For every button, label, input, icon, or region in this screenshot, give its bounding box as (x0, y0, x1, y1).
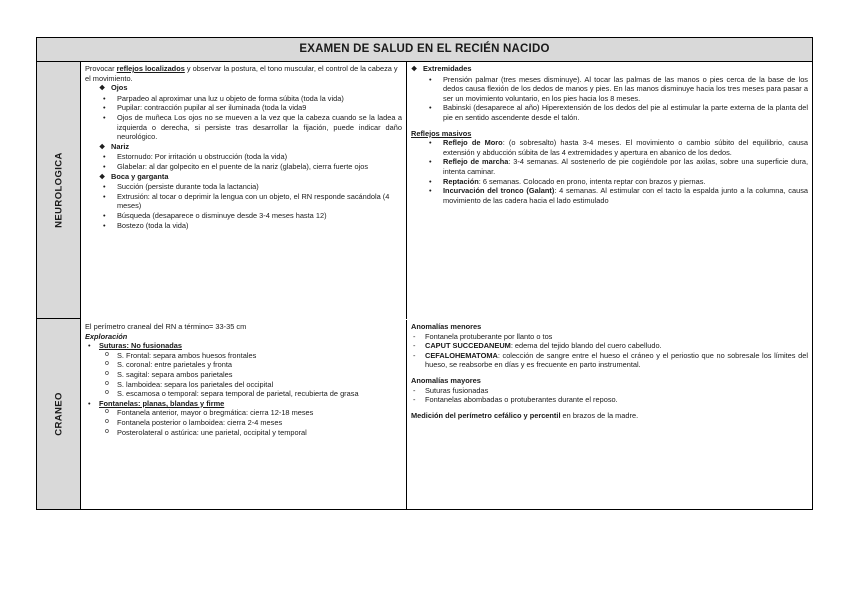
table-title: EXAMEN DE SALUD EN EL RECIÉN NACIDO (37, 38, 812, 62)
list-item: • Ojos de muñeca Los ojos no se mueven a la vez que la cabeza cuando se la ladea a izquierda o derecha, si persiste tras desarrollar la fijación, puede indicar daño neurológico. (85, 113, 402, 142)
list-item: • Glabelar: al dar golpecito en el puente de la nariz (glabela), cierra fuerte ojos (85, 162, 402, 172)
list-item: • Prensión palmar (tres meses disminuye). Al tocar las palmas de las manos o pies cerca de la base de los dedos causa flexión de los dedos de manos y pies. En las manos disminuye hacia los tres meses para pasar a ser un movimiento voluntario, en los pies hacia los 8 meses. (411, 75, 808, 104)
row-label-craneo: CRANEO (53, 392, 64, 436)
nariz-heading: ❖ Nariz (99, 141, 130, 151)
list-item: - Fontanelas abombadas o protuberantes durante el reposo. (411, 395, 808, 405)
list-item: - Fontanela protuberante por llanto o tos (411, 332, 808, 342)
extremidades-heading: ❖ Extremidades (411, 64, 472, 73)
fontanelas-heading: • Fontanelas: planas, blandas y firme (85, 399, 402, 409)
list-item: o Fontanela posterior o lamboidea: cierra 2-4 meses (85, 418, 402, 428)
suturas-heading: • Suturas: No fusionadas (85, 341, 402, 351)
diamond-bullet-icon: ❖ (99, 85, 106, 93)
anomalias-mayores-heading: Anomalías mayores (411, 375, 481, 385)
row-header-neurologica (37, 62, 81, 319)
row-header-craneo (37, 319, 81, 509)
reflejos-localizados-link: reflejos localizados (116, 64, 185, 73)
list-item: - CAPUT SUCCEDANEUM: edema del tejido blando del cuero cabelludo. (411, 341, 808, 351)
list-item: • Bostezo (toda la vida) (85, 221, 402, 231)
list-item: • Reflejo de marcha: 3-4 semanas. Al sostenerlo de pie cogiéndole por las axilas, sobre una superficie dura, intenta caminar. (411, 157, 808, 176)
diamond-bullet-icon: ❖ (411, 66, 418, 73)
health-exam-table (36, 37, 813, 510)
list-item: • Pupilar: contracción pupilar al ser iluminada (toda la vida9 (85, 103, 402, 113)
exploracion-heading: Exploración (85, 331, 128, 341)
diamond-bullet-icon: ❖ (99, 173, 106, 181)
diamond-bullet-icon: ❖ (99, 143, 106, 151)
row-label-neurologica: NEUROLOGICA (53, 152, 64, 228)
neuro-intro: Provocar reflejos localizados y observar la postura, el tono muscular, el control de la cabeza y el movimiento. (85, 64, 398, 83)
list-item: • Incurvación del tronco (Galant): 4 semanas. Al estimular con el tacto la espalda junto a la columna, causa movimiento de las cadera hacia el lado estimulado (411, 186, 808, 205)
list-item: o Fontanela anterior, mayor o bregmática: cierra 12-18 meses (85, 408, 402, 418)
medicion-text: Medición del perímetro cefálico y percentil en brazos de la madre. (411, 410, 639, 420)
perimetro-text: El perímetro craneal del RN a término= 33-35 cm (85, 322, 247, 331)
list-item: • Estornudo: Por irritación u obstrucción (toda la vida) (85, 152, 402, 162)
neuro-right-cell (407, 62, 812, 319)
list-item: - Suturas fusionadas (411, 386, 808, 396)
list-item: • Búsqueda (desaparece o disminuye desde 3-4 meses hasta 12) (85, 211, 402, 221)
list-item: • Babinski (desaparece al año) Hiperextensión de los dedos del pie al estimular la parte externa de la planta del pie en sentido ascendente desde el talón. (411, 103, 808, 122)
list-item: o S. escamosa o temporal: separa temporal de parietal, recubierta de grasa (85, 389, 402, 399)
list-item: • Parpadeo al aproximar una luz u objeto de forma súbita (toda la vida) (85, 94, 402, 104)
ojos-heading: ❖ Ojos (99, 83, 128, 93)
craneo-right-cell (407, 320, 812, 509)
neuro-left-cell (81, 62, 407, 319)
reflejos-masivos-heading: Reflejos masivos (411, 128, 472, 138)
list-item: • Extrusión: al tocar o deprimir la lengua con un objeto, el RN responde sacándola (4 meses) (85, 192, 402, 211)
list-item: o Posterolateral o astúrica: une parietal, occipital y temporal (85, 428, 402, 438)
list-item: o S. sagital: separa ambos parietales (85, 370, 402, 380)
anomalias-menores-heading: Anomalías menores (411, 322, 482, 331)
craneo-left-cell (81, 320, 407, 509)
list-item: • Reflejo de Moro: (o sobresalto) hasta 3-4 meses. El movimiento o cambio súbito del equilibrio, causa extensión y abducción súbita de las 4 extremidades y apertura en abanico de los dedos. (411, 138, 808, 157)
list-item: o S. coronal: entre parietales y fronta (85, 360, 402, 370)
list-item: o S. Frontal: separa ambos huesos frontales (85, 351, 402, 361)
boca-heading: ❖ Boca y garganta (99, 171, 169, 181)
list-item: - CEFALOHEMATOMA: colección de sangre entre el hueso el cráneo y el periostio que no sobresale los límites del hueso, se reabsorbe en días y es frecuente en parto instrumental. (411, 351, 808, 370)
list-item: o S. lamboidea: separa los parietales del occipital (85, 380, 402, 390)
list-item: • Reptación: 6 semanas. Colocado en prono, intenta reptar con brazos y piernas. (411, 177, 808, 187)
list-item: • Succión (persiste durante toda la lactancia) (85, 182, 402, 192)
